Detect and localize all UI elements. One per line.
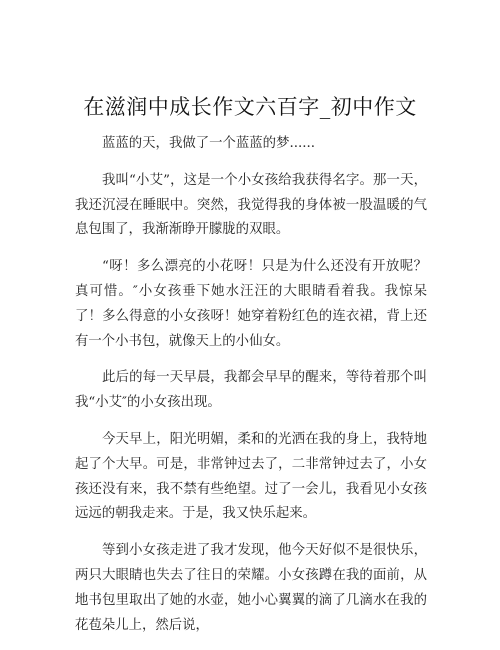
paragraph: 等到小女孩走进了我才发现，他今天好似不是很快乐，两只大眼睛也失去了往日的荣耀。小女孩蹲在我的面前，从地书包里取出了她的水壶，她小心翼翼的滴了几滴水在我的花苞朵儿上，然后说，: [75, 543, 427, 633]
paragraph: 蓝蓝的天，我做了一个蓝蓝的梦......: [102, 136, 316, 151]
paragraph: 今天早上，阳光明媚，柔和的光洒在我的身上，我特地起了个大早。可是，非常钟过去了，二非常钟过去了，小女孩还没有来，我不禁有些绝望。过了一会儿，我看见小女孩远远的朝我走来。于是，我又快乐起来。: [75, 431, 427, 522]
article-body: [75, 132, 427, 650]
paragraph: “呀！多么漂亮的小花呀！只是为什么还没有开放呢？真可惜。″小女孩垂下她水汪汪的大眼睛看着我。我惊呆了！多么得意的小女孩呀！她穿着粉红色的连衣裙，背上还有一个小书包，就像天上的小仙女。: [75, 259, 427, 349]
paragraph: 我叫“小艾”，这是一个小女孩给我获得名字。那一天，我还沉浸在睡眠中。突然，我觉得我的身体被一股温暖的气息包围了，我渐渐睁开朦胧的双眼。: [75, 172, 427, 238]
article-title: 在滋润中成长作文六百字_初中作文: [83, 95, 417, 119]
paragraph: 此后的每一天早晨，我都会早早的醒来，等待着那个叫我“小艾″的小女孩出现。: [75, 370, 427, 411]
